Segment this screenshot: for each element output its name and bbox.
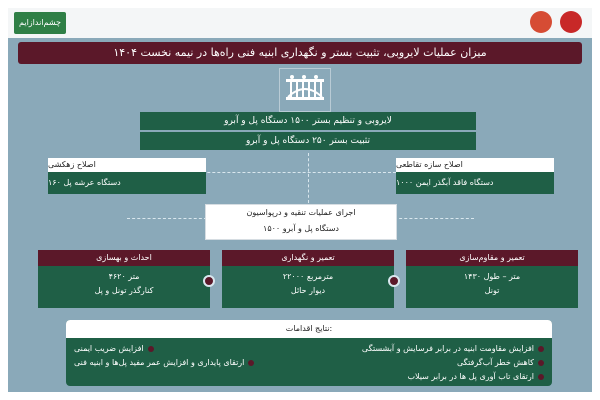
bullet-icon bbox=[148, 346, 154, 352]
card-repair-strengthening-body bbox=[406, 266, 578, 308]
national-emblem-icon bbox=[560, 11, 582, 33]
card-construction-line1: ۴۶۲۰ متر bbox=[108, 272, 140, 281]
result-item-1-text: افزایش مقاومت ابنیه در برابر فرسایش و آبشستگی bbox=[361, 344, 534, 353]
page-title: میزان عملیات لایروبی، تثبیت بستر و نگهداری ابنیه فنی راه‌ها در نیمه نخست ۱۴۰۴ bbox=[18, 42, 582, 64]
bullet-icon bbox=[248, 360, 254, 366]
bullet-icon bbox=[538, 346, 544, 352]
ministry-emblem-icon bbox=[530, 11, 552, 33]
result-item-2 bbox=[74, 342, 154, 356]
card-repair-strengthening-line1: ۱۴۳۰ متر – طول bbox=[463, 272, 521, 281]
connector-h2 bbox=[127, 218, 207, 219]
result-item-4 bbox=[74, 356, 254, 370]
task-2: تثبیت بستر ۲۵۰ دستگاه پل و آبرو bbox=[140, 132, 476, 150]
connector-h3 bbox=[394, 218, 474, 219]
structural-fix-box bbox=[396, 158, 554, 196]
card-repair-maintenance bbox=[222, 250, 394, 308]
card-repair-maintenance-title: تعمیر و نگهداری bbox=[222, 250, 394, 266]
result-item-3 bbox=[457, 356, 544, 370]
result-item-2-text: افزایش ضریب ایمنی bbox=[74, 344, 144, 353]
card-repair-maintenance-line2: دیوار حائل bbox=[290, 286, 326, 295]
card-repair-strengthening bbox=[406, 250, 578, 308]
drainage-fix-value: ۱۶۰ دستگاه عرشه پل bbox=[48, 172, 206, 194]
results-panel bbox=[66, 320, 552, 386]
card-repair-maintenance-body bbox=[222, 266, 394, 308]
right-logos bbox=[510, 11, 582, 35]
drainage-fix-box bbox=[48, 158, 206, 196]
middle-operation-line1: اجرای عملیات تنقیه و درپواسیون bbox=[246, 208, 356, 217]
card-repair-strengthening-line2: تونل bbox=[484, 286, 500, 295]
drainage-fix-caption: اصلاح زهکشی bbox=[48, 158, 206, 172]
card-construction bbox=[38, 250, 210, 308]
result-item-1 bbox=[362, 342, 544, 356]
middle-operation-box bbox=[205, 204, 397, 240]
bullet-icon bbox=[538, 360, 544, 366]
card-construction-title: احداث و بهسازی bbox=[38, 250, 210, 266]
connector-v1 bbox=[308, 153, 309, 203]
card-construction-line2: کنارگذر تونل و پل bbox=[94, 286, 154, 295]
result-item-5 bbox=[407, 370, 544, 384]
separator-dot-right bbox=[388, 275, 400, 287]
card-construction-body bbox=[38, 266, 210, 308]
result-item-5-text: ارتقای تاب آوری پل ها در برابر سیلاب bbox=[407, 372, 534, 381]
left-logo: چشم‌اندازایم bbox=[14, 12, 66, 34]
structural-fix-value: ۱۰۰۰ دستگاه فاقد آبگذر ایمن bbox=[396, 172, 554, 194]
middle-operation-line2: ۱۵۰۰ دستگاه پل و آبرو bbox=[263, 224, 339, 233]
result-item-3-text: کاهش خطر آب‌گرفتگی bbox=[457, 358, 534, 367]
structural-fix-caption: اصلاح سازه تقاطعی bbox=[396, 158, 554, 172]
task-1: لایروبی و تنظیم بستر ۱۵۰۰ دستگاه پل و آبرو bbox=[140, 112, 476, 130]
header-bar bbox=[8, 8, 592, 38]
card-repair-strengthening-title: تعمیر و مقاوم‌سازی bbox=[406, 250, 578, 266]
card-repair-maintenance-line1: ۲۲۰۰۰ مترمربع bbox=[282, 272, 334, 281]
bullet-icon bbox=[538, 374, 544, 380]
bridge-icon bbox=[279, 68, 331, 112]
results-title: نتایج اقدامات: bbox=[66, 320, 552, 338]
separator-dot-left bbox=[203, 275, 215, 287]
infographic-panel bbox=[8, 8, 592, 392]
result-item-4-text: ارتقای پایداری و افزایش عمر مفید پل‌ها و ابنیه فنی bbox=[74, 358, 245, 367]
